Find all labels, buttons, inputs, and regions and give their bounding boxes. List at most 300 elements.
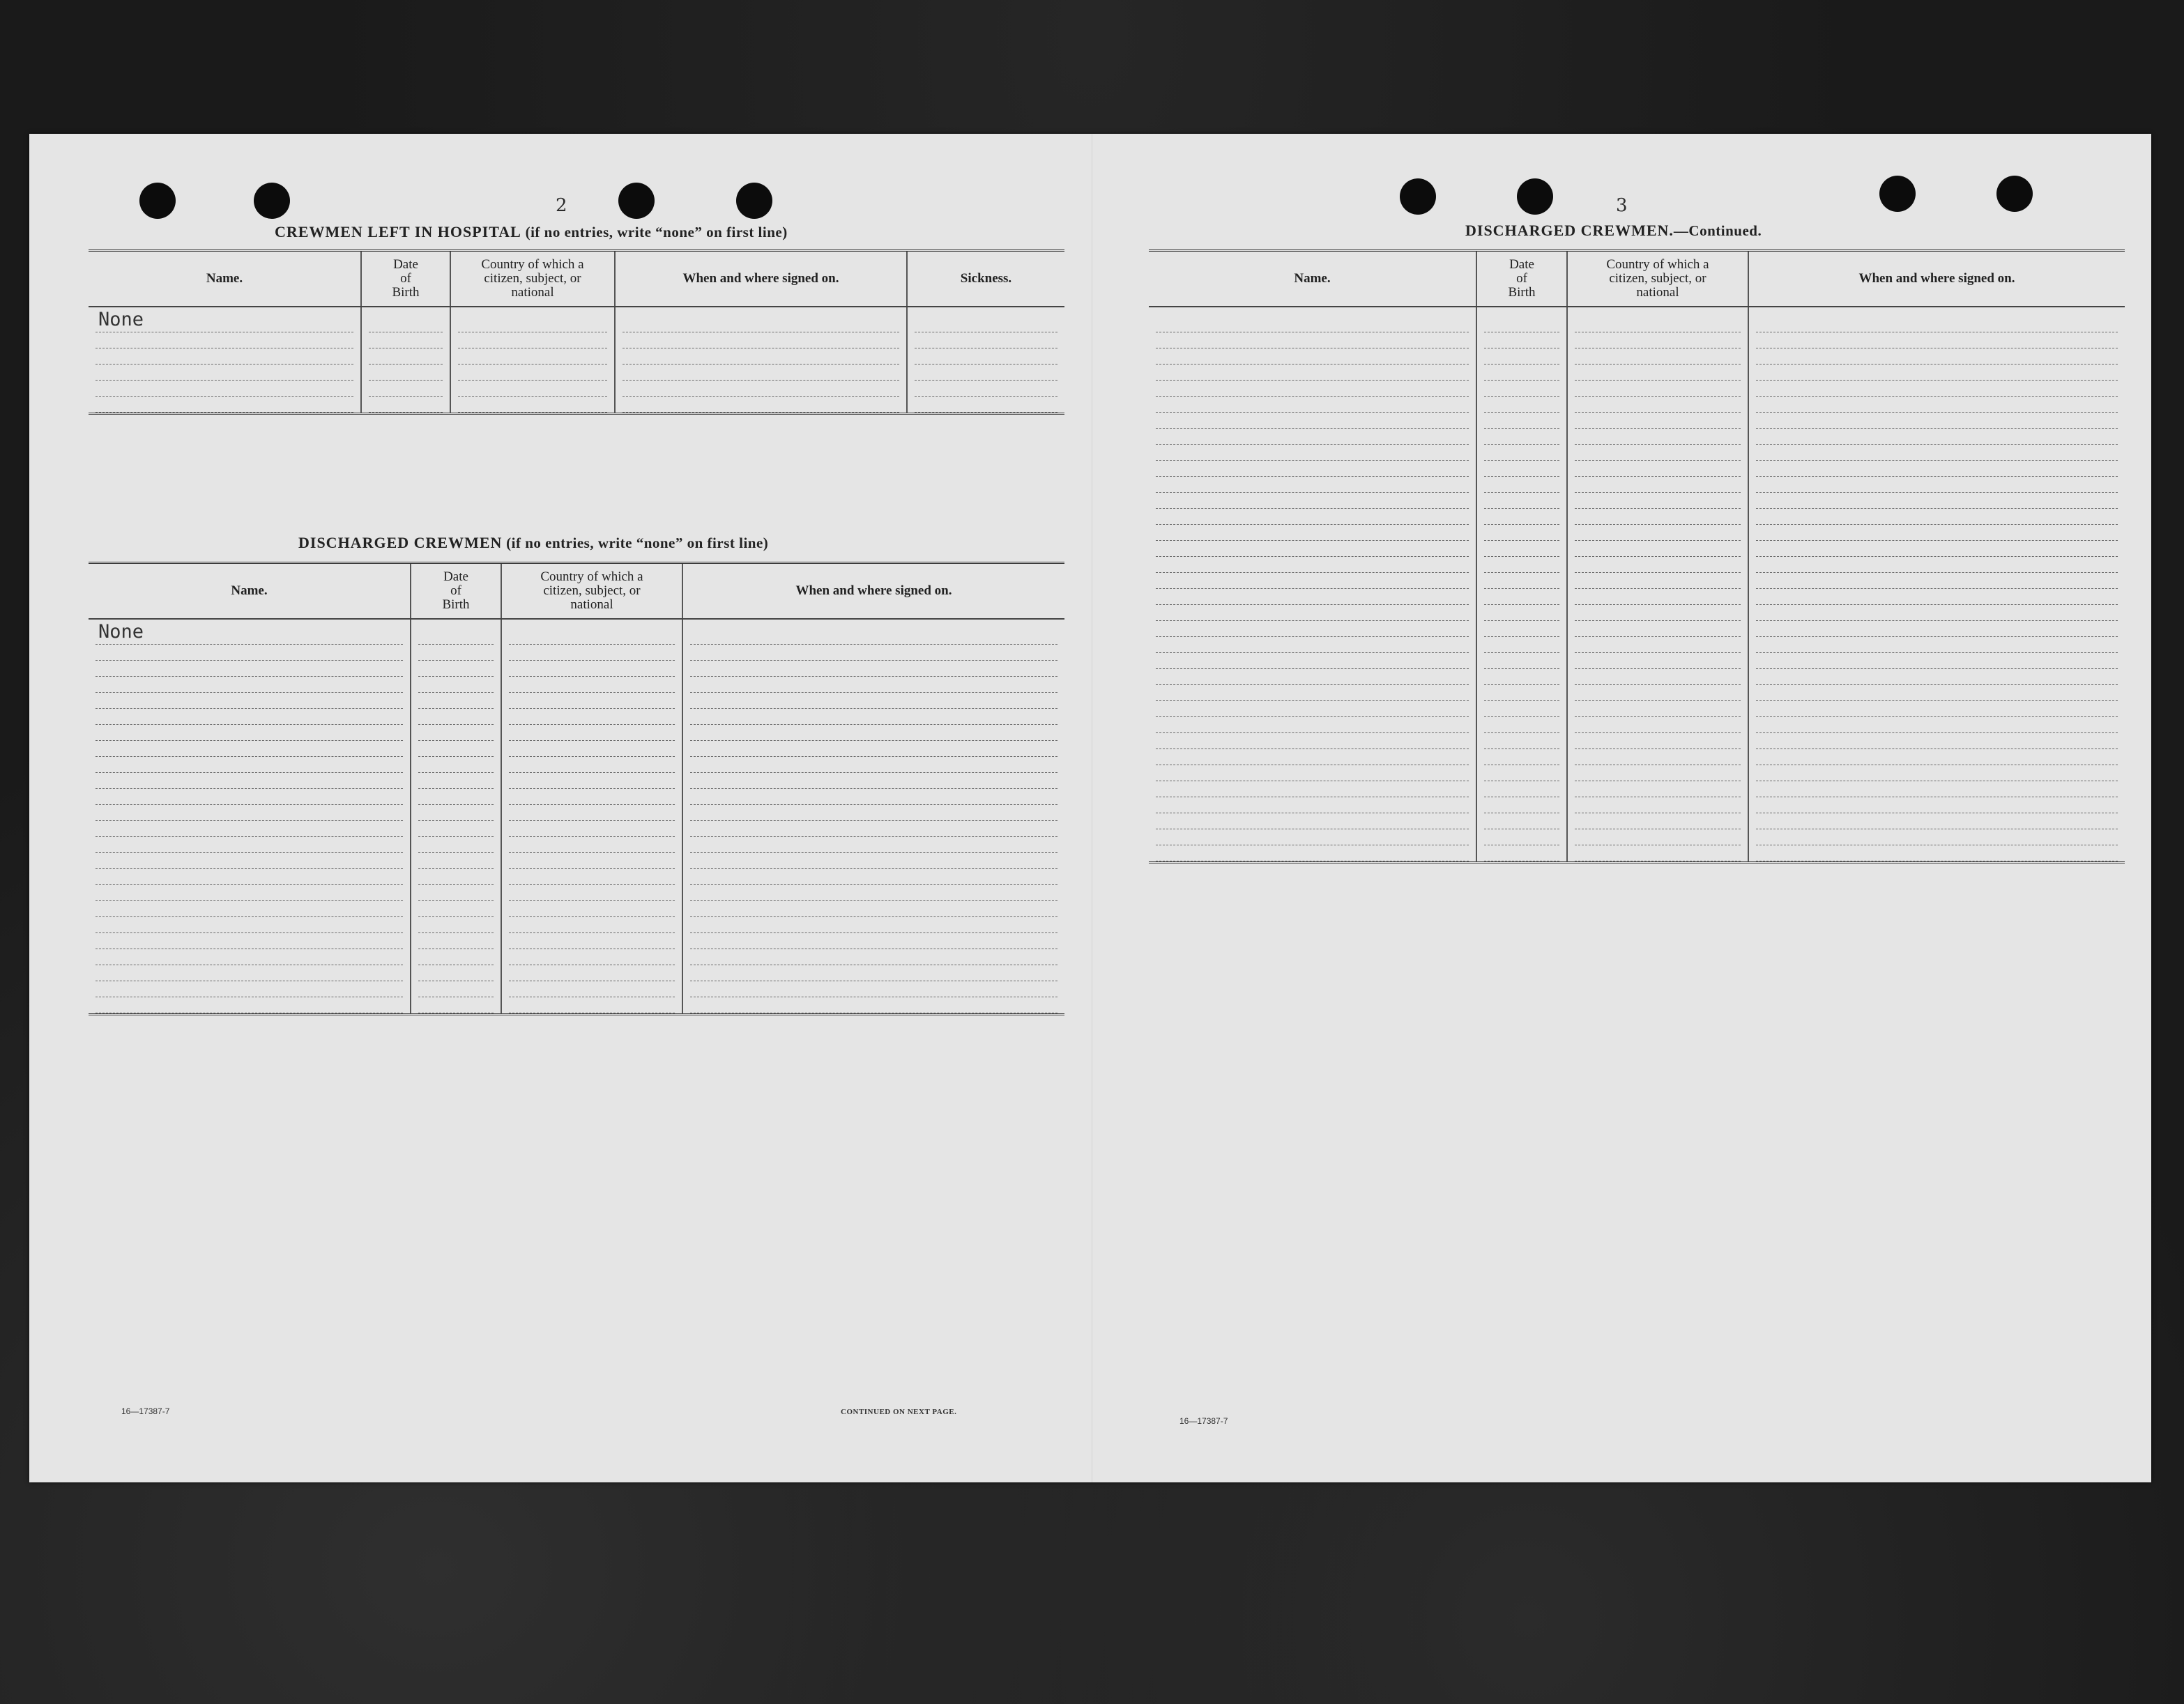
- col-header-country: Country of which a citizen, subject, or national: [450, 252, 614, 306]
- ruled-line: [509, 981, 675, 997]
- ruled-line: [1484, 477, 1559, 493]
- hospital-table-body: [89, 307, 1064, 413]
- punch-hole: [1996, 176, 2033, 212]
- ruled-line: [509, 901, 675, 917]
- ruled-line: [1484, 525, 1559, 541]
- ruled-line: [96, 821, 403, 837]
- ruled-line: [1575, 701, 1741, 717]
- ruled-line: [369, 307, 443, 332]
- col-header-country: Country of which a citizen, subject, or national: [1566, 252, 1748, 306]
- ruled-line: [369, 348, 443, 364]
- ruled-line: [418, 805, 494, 821]
- ruled-line: [690, 853, 1057, 869]
- ruled-line: [418, 933, 494, 949]
- ruled-line: [1756, 685, 2118, 701]
- ruled-line: [1756, 573, 2118, 589]
- ruled-line: [96, 965, 403, 981]
- ruled-line: [509, 620, 675, 645]
- ruled-line: [1756, 717, 2118, 733]
- ruled-line: [690, 997, 1057, 1013]
- ruled-line: [1156, 813, 1469, 829]
- ruled-line: [1575, 845, 1741, 861]
- ruled-line: [623, 307, 899, 332]
- discharged-continued-title: DISCHARGED CREWMEN.—Continued.: [1465, 222, 1762, 239]
- ruled-line: [458, 332, 607, 348]
- ruled-line: [1156, 637, 1469, 653]
- ruled-line: [1756, 749, 2118, 765]
- ruled-line: [96, 757, 403, 773]
- ruled-line: [1484, 332, 1559, 348]
- ruled-line: [1156, 589, 1469, 605]
- ruled-line: [1756, 477, 2118, 493]
- ruled-line: [1756, 429, 2118, 445]
- ruled-line: [96, 693, 403, 709]
- ruled-line: [458, 307, 607, 332]
- ruled-line: [509, 917, 675, 933]
- ruled-line: [96, 307, 353, 332]
- ruled-line: [418, 773, 494, 789]
- col-header-sickness: Sickness.: [906, 252, 1064, 306]
- ruled-line: [1156, 397, 1469, 413]
- ruled-line: [1575, 621, 1741, 637]
- ruled-line: [1156, 364, 1469, 381]
- ruled-line: [418, 693, 494, 709]
- ruled-line: [509, 645, 675, 661]
- ruled-line: [623, 381, 899, 397]
- ruled-line: [1756, 397, 2118, 413]
- ruled-line: [1156, 381, 1469, 397]
- table-column: [1476, 307, 1566, 861]
- table-column: [501, 620, 682, 1013]
- ruled-line: [1156, 845, 1469, 861]
- ruled-line: [1484, 829, 1559, 845]
- ruled-line: [1756, 589, 2118, 605]
- ruled-line: [1156, 829, 1469, 845]
- ruled-line: [1484, 653, 1559, 669]
- ruled-line: [1575, 637, 1741, 653]
- page-fold: [1092, 134, 1093, 1482]
- ruled-line: [915, 381, 1057, 397]
- ruled-line: [1756, 669, 2118, 685]
- ruled-line: [1575, 573, 1741, 589]
- ruled-line: [1756, 493, 2118, 509]
- first-entry-text: None: [98, 309, 144, 330]
- ruled-line: [915, 397, 1057, 413]
- discharged-continued-table: [1149, 250, 2125, 863]
- ruled-line: [1484, 307, 1559, 332]
- ruled-line: [509, 965, 675, 981]
- discharged-table-header: [89, 564, 1064, 620]
- ruled-line: [1575, 413, 1741, 429]
- ruled-line: [509, 885, 675, 901]
- table-column: [410, 620, 501, 1013]
- punch-hole: [736, 183, 772, 219]
- ruled-line: [96, 949, 403, 965]
- ruled-line: [690, 837, 1057, 853]
- ruled-line: [96, 709, 403, 725]
- ruled-line: [1756, 701, 2118, 717]
- punch-hole: [1400, 178, 1436, 215]
- ruled-line: [418, 789, 494, 805]
- ruled-line: [1484, 669, 1559, 685]
- ruled-line: [1575, 749, 1741, 765]
- ruled-line: [1156, 765, 1469, 781]
- ruled-line: [509, 709, 675, 725]
- ruled-line: [96, 997, 403, 1013]
- ruled-line: [1575, 397, 1741, 413]
- ruled-line: [1756, 829, 2118, 845]
- ruled-line: [96, 853, 403, 869]
- ruled-line: [1575, 765, 1741, 781]
- ruled-line: [418, 949, 494, 965]
- ruled-line: [1484, 493, 1559, 509]
- ruled-line: [509, 805, 675, 821]
- col-header-name: Name.: [206, 271, 243, 286]
- ruled-line: [623, 332, 899, 348]
- ruled-line: [96, 645, 403, 661]
- ruled-line: [1484, 509, 1559, 525]
- ruled-line: [509, 949, 675, 965]
- ruled-line: [1484, 445, 1559, 461]
- col-header-name: Name.: [231, 583, 268, 598]
- ruled-line: [1484, 797, 1559, 813]
- table-column: [1149, 307, 1476, 861]
- ruled-line: [509, 693, 675, 709]
- ruled-line: [418, 917, 494, 933]
- ruled-line: [690, 901, 1057, 917]
- table-column: [1566, 307, 1748, 861]
- ruled-line: [96, 381, 353, 397]
- ruled-line: [1484, 573, 1559, 589]
- ruled-line: [509, 853, 675, 869]
- ruled-line: [96, 677, 403, 693]
- ruled-line: [1156, 557, 1469, 573]
- ruled-line: [1756, 653, 2118, 669]
- ruled-line: [690, 821, 1057, 837]
- ruled-line: [418, 709, 494, 725]
- ruled-line: [1484, 589, 1559, 605]
- ruled-line: [509, 933, 675, 949]
- ruled-line: [418, 965, 494, 981]
- ruled-line: [690, 965, 1057, 981]
- col-header-signed-on: When and where signed on.: [682, 564, 1064, 618]
- ruled-line: [1756, 381, 2118, 397]
- ruled-line: [1156, 509, 1469, 525]
- ruled-line: [1484, 364, 1559, 381]
- col-header-name: Name.: [1294, 271, 1331, 286]
- ruled-line: [418, 997, 494, 1013]
- ruled-line: [1156, 653, 1469, 669]
- ruled-line: [1484, 541, 1559, 557]
- table-column: [1748, 307, 2125, 861]
- ruled-line: [1484, 749, 1559, 765]
- ruled-line: [96, 364, 353, 381]
- punch-hole: [618, 183, 655, 219]
- ruled-line: [690, 757, 1057, 773]
- ruled-line: [1156, 605, 1469, 621]
- table-column: [450, 307, 614, 413]
- ruled-line: [1756, 525, 2118, 541]
- ruled-line: [1756, 765, 2118, 781]
- ruled-line: [96, 397, 353, 413]
- ruled-line: [1575, 589, 1741, 605]
- ruled-line: [509, 677, 675, 693]
- ruled-line: [1756, 541, 2118, 557]
- ruled-line: [690, 725, 1057, 741]
- ruled-line: [418, 677, 494, 693]
- ruled-line: [1484, 397, 1559, 413]
- ruled-line: [1575, 381, 1741, 397]
- ruled-line: [915, 364, 1057, 381]
- punch-hole: [254, 183, 290, 219]
- ruled-line: [690, 949, 1057, 965]
- ruled-line: [690, 773, 1057, 789]
- ruled-line: [1575, 348, 1741, 364]
- table-column: [906, 307, 1064, 413]
- ruled-line: [690, 885, 1057, 901]
- ruled-line: [96, 773, 403, 789]
- ruled-line: [1156, 749, 1469, 765]
- ruled-line: [1156, 797, 1469, 813]
- ruled-line: [1484, 717, 1559, 733]
- document-sheet: [29, 134, 2151, 1482]
- col-header-birth: Date of Birth: [410, 564, 501, 618]
- form-number-right: 16—17387-7: [1179, 1416, 1228, 1426]
- ruled-line: [418, 853, 494, 869]
- ruled-line: [1756, 781, 2118, 797]
- ruled-line: [623, 397, 899, 413]
- ruled-line: [1156, 541, 1469, 557]
- ruled-line: [1575, 813, 1741, 829]
- ruled-line: [1156, 685, 1469, 701]
- ruled-line: [1156, 429, 1469, 445]
- hospital-table: [89, 250, 1064, 415]
- ruled-line: [1756, 364, 2118, 381]
- ruled-line: [509, 789, 675, 805]
- ruled-line: [458, 348, 607, 364]
- first-entry-text: None: [98, 621, 144, 643]
- ruled-line: [369, 364, 443, 381]
- ruled-line: [418, 620, 494, 645]
- ruled-line: [1756, 557, 2118, 573]
- ruled-line: [690, 661, 1057, 677]
- ruled-line: [418, 837, 494, 853]
- ruled-line: [1575, 685, 1741, 701]
- ruled-line: [1575, 332, 1741, 348]
- ruled-line: [1484, 813, 1559, 829]
- ruled-line: [1756, 307, 2118, 332]
- ruled-line: [1156, 717, 1469, 733]
- ruled-line: [509, 741, 675, 757]
- ruled-line: [1484, 845, 1559, 861]
- discharged-table: [89, 562, 1064, 1015]
- ruled-line: [1484, 765, 1559, 781]
- ruled-line: [1156, 733, 1469, 749]
- ruled-line: [96, 869, 403, 885]
- continued-table-body: [1149, 307, 2125, 861]
- ruled-line: [96, 620, 403, 645]
- ruled-line: [458, 364, 607, 381]
- ruled-line: [1575, 653, 1741, 669]
- ruled-line: [418, 645, 494, 661]
- ruled-line: [1484, 429, 1559, 445]
- ruled-line: [1156, 669, 1469, 685]
- ruled-line: [96, 885, 403, 901]
- ruled-line: [1575, 717, 1741, 733]
- ruled-line: [1575, 541, 1741, 557]
- ruled-line: [96, 741, 403, 757]
- ruled-line: [458, 381, 607, 397]
- page-number-left: 2: [556, 195, 567, 216]
- ruled-line: [1575, 781, 1741, 797]
- ruled-line: [1484, 637, 1559, 653]
- ruled-line: [1756, 332, 2118, 348]
- ruled-line: [509, 837, 675, 853]
- ruled-line: [509, 661, 675, 677]
- ruled-line: [1484, 685, 1559, 701]
- ruled-line: [369, 397, 443, 413]
- ruled-line: [1756, 605, 2118, 621]
- ruled-line: [1156, 461, 1469, 477]
- table-column: [89, 620, 410, 1013]
- ruled-line: [690, 709, 1057, 725]
- ruled-line: [1756, 348, 2118, 364]
- ruled-line: [690, 869, 1057, 885]
- ruled-line: [1156, 781, 1469, 797]
- continued-table-header: [1149, 252, 2125, 307]
- ruled-line: [1156, 493, 1469, 509]
- ruled-line: [418, 885, 494, 901]
- ruled-line: [509, 757, 675, 773]
- ruled-line: [369, 381, 443, 397]
- ruled-line: [1156, 348, 1469, 364]
- ruled-line: [1484, 733, 1559, 749]
- ruled-line: [418, 901, 494, 917]
- col-header-birth: Date of Birth: [1476, 252, 1566, 306]
- hospital-section-title: CREWMEN LEFT IN HOSPITAL (if no entries, write “none” on first line): [275, 223, 788, 240]
- punch-hole: [1517, 178, 1553, 215]
- ruled-line: [690, 620, 1057, 645]
- ruled-line: [1575, 669, 1741, 685]
- ruled-line: [418, 661, 494, 677]
- ruled-line: [1575, 733, 1741, 749]
- ruled-line: [1575, 525, 1741, 541]
- ruled-line: [1484, 381, 1559, 397]
- ruled-line: [418, 741, 494, 757]
- ruled-line: [1575, 461, 1741, 477]
- ruled-line: [1156, 413, 1469, 429]
- ruled-line: [1756, 733, 2118, 749]
- ruled-line: [690, 981, 1057, 997]
- form-number-left: 16—17387-7: [121, 1406, 170, 1416]
- continued-note: CONTINUED ON NEXT PAGE.: [841, 1408, 957, 1416]
- discharged-table-body: [89, 620, 1064, 1013]
- ruled-line: [96, 933, 403, 949]
- ruled-line: [96, 661, 403, 677]
- ruled-line: [1575, 557, 1741, 573]
- ruled-line: [1156, 307, 1469, 332]
- ruled-line: [1156, 525, 1469, 541]
- ruled-line: [1756, 797, 2118, 813]
- ruled-line: [1575, 797, 1741, 813]
- col-header-country: Country of which a citizen, subject, or national: [501, 564, 682, 618]
- ruled-line: [1484, 701, 1559, 717]
- ruled-line: [690, 677, 1057, 693]
- table-column: [89, 307, 360, 413]
- ruled-line: [1484, 781, 1559, 797]
- ruled-line: [690, 741, 1057, 757]
- page-number-right: 3: [1616, 195, 1628, 216]
- ruled-line: [1575, 605, 1741, 621]
- ruled-line: [1575, 509, 1741, 525]
- ruled-line: [1156, 445, 1469, 461]
- ruled-line: [1484, 348, 1559, 364]
- ruled-line: [418, 869, 494, 885]
- ruled-line: [96, 981, 403, 997]
- col-header-signed-on: When and where signed on.: [1748, 252, 2125, 306]
- ruled-line: [915, 332, 1057, 348]
- ruled-line: [96, 332, 353, 348]
- ruled-line: [96, 901, 403, 917]
- ruled-line: [1156, 573, 1469, 589]
- ruled-line: [1484, 621, 1559, 637]
- ruled-line: [96, 837, 403, 853]
- ruled-line: [1575, 307, 1741, 332]
- ruled-line: [1756, 445, 2118, 461]
- ruled-line: [96, 917, 403, 933]
- ruled-line: [1156, 477, 1469, 493]
- ruled-line: [690, 805, 1057, 821]
- ruled-line: [418, 981, 494, 997]
- ruled-line: [1756, 813, 2118, 829]
- ruled-line: [1756, 637, 2118, 653]
- ruled-line: [418, 725, 494, 741]
- ruled-line: [915, 307, 1057, 332]
- ruled-line: [458, 397, 607, 413]
- ruled-line: [623, 348, 899, 364]
- ruled-line: [1484, 557, 1559, 573]
- hospital-table-header: [89, 252, 1064, 307]
- ruled-line: [1575, 364, 1741, 381]
- ruled-line: [1156, 621, 1469, 637]
- ruled-line: [1156, 701, 1469, 717]
- ruled-line: [1575, 429, 1741, 445]
- ruled-line: [690, 693, 1057, 709]
- ruled-line: [1575, 477, 1741, 493]
- ruled-line: [1484, 605, 1559, 621]
- col-header-signed-on: When and where signed on.: [614, 252, 906, 306]
- ruled-line: [1756, 461, 2118, 477]
- ruled-line: [1484, 413, 1559, 429]
- ruled-line: [96, 725, 403, 741]
- ruled-line: [1484, 461, 1559, 477]
- ruled-line: [1756, 845, 2118, 861]
- discharged-section-title: DISCHARGED CREWMEN (if no entries, write “none” on first line): [298, 534, 769, 551]
- ruled-line: [418, 821, 494, 837]
- ruled-line: [96, 789, 403, 805]
- punch-hole: [1879, 176, 1916, 212]
- ruled-line: [1575, 445, 1741, 461]
- table-column: [682, 620, 1064, 1013]
- ruled-line: [1575, 493, 1741, 509]
- ruled-line: [509, 773, 675, 789]
- table-column: [360, 307, 450, 413]
- ruled-line: [690, 933, 1057, 949]
- table-column: [614, 307, 906, 413]
- ruled-line: [369, 332, 443, 348]
- ruled-line: [96, 348, 353, 364]
- ruled-line: [1156, 332, 1469, 348]
